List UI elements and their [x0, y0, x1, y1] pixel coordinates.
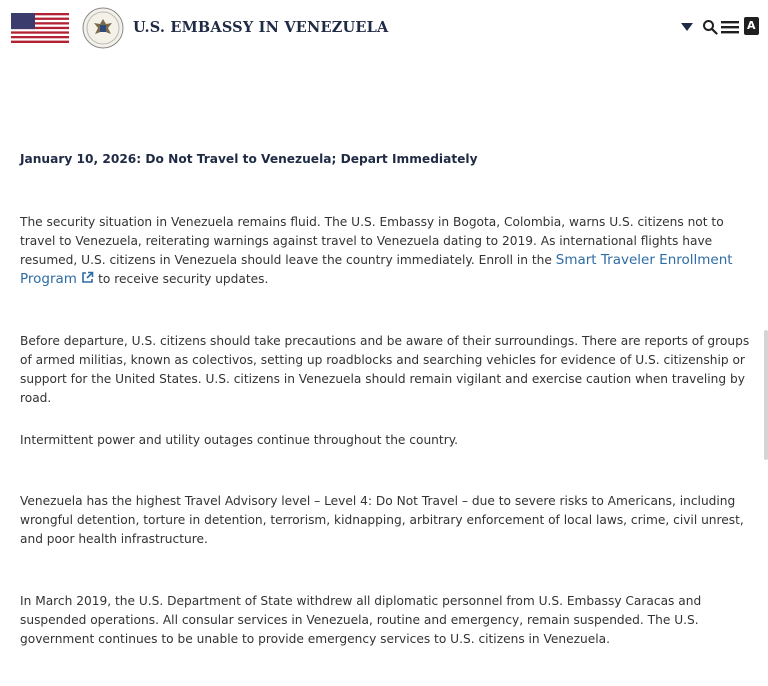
- site-header: [0, 0, 768, 58]
- page-title: January 10, 2026: Do Not Travel to Venezuela; Depart Immediately: [20, 152, 478, 166]
- alert-article: [20, 150, 760, 646]
- smart-traveler-link-label: Smart Traveler Enrollment Program: [20, 252, 733, 287]
- paragraph-embassy-status: In March 2019, the U.S. Department of State withdrew all diplomatic personnel from U.S. Embassy Caracas and suspended operations. All consular services in Venezuela, routine and emergency, remain suspended. The U.S. government continues to be unable to provide emergency services to U.S. citizens in Venezuela.: [20, 594, 702, 646]
- paragraph-outages: Intermittent power and utility outages continue throughout the country.: [20, 433, 459, 447]
- state-department-seal-icon[interactable]: [82, 7, 124, 49]
- paragraph-advisory-level: Venezuela has the highest Travel Advisory level – Level 4: Do Not Travel – due to severe risks to Americans, including wrongful detention, torture in detention, terrorism, kidnapping, arbitrary enforcement of local laws, crime, civil unrest, and poor health infrastructure.: [20, 494, 744, 546]
- paragraph-security-text: The security situation in Venezuela remains fluid. The U.S. Embassy in Bogota, Colombia, warns U.S. citizens not to travel to Venezuela, reiterating warnings against travel to Venezuela dating to 2019. As international flights have resumed, U.S. citizens in Venezuela should leave the country immediately. Enroll in the: [20, 215, 724, 267]
- accessibility-label: A: [747, 19, 756, 32]
- search-icon[interactable]: [702, 19, 718, 35]
- us-flag-icon: [11, 13, 69, 43]
- hamburger-menu-icon[interactable]: [721, 20, 739, 34]
- external-link-icon: [81, 271, 94, 284]
- paragraph-departure: Before departure, U.S. citizens should take precautions and be aware of their surroundings. There are reports of groups of armed militias, known as colectivos, setting up roadblocks and searching vehicles for evidence of U.S. citizenship or support for the United States. U.S. citizens in Venezuela should remain vigilant and exercise caution when traveling by road.: [20, 334, 750, 405]
- site-title[interactable]: U.S. EMBASSY IN VENEZUELA: [133, 19, 389, 36]
- accessibility-button[interactable]: [744, 17, 759, 35]
- paragraph-security: [20, 213, 760, 289]
- triangle-down-icon[interactable]: [680, 21, 694, 33]
- paragraph-security-text-end: to receive security updates.: [94, 272, 269, 286]
- scrollbar[interactable]: [764, 330, 768, 460]
